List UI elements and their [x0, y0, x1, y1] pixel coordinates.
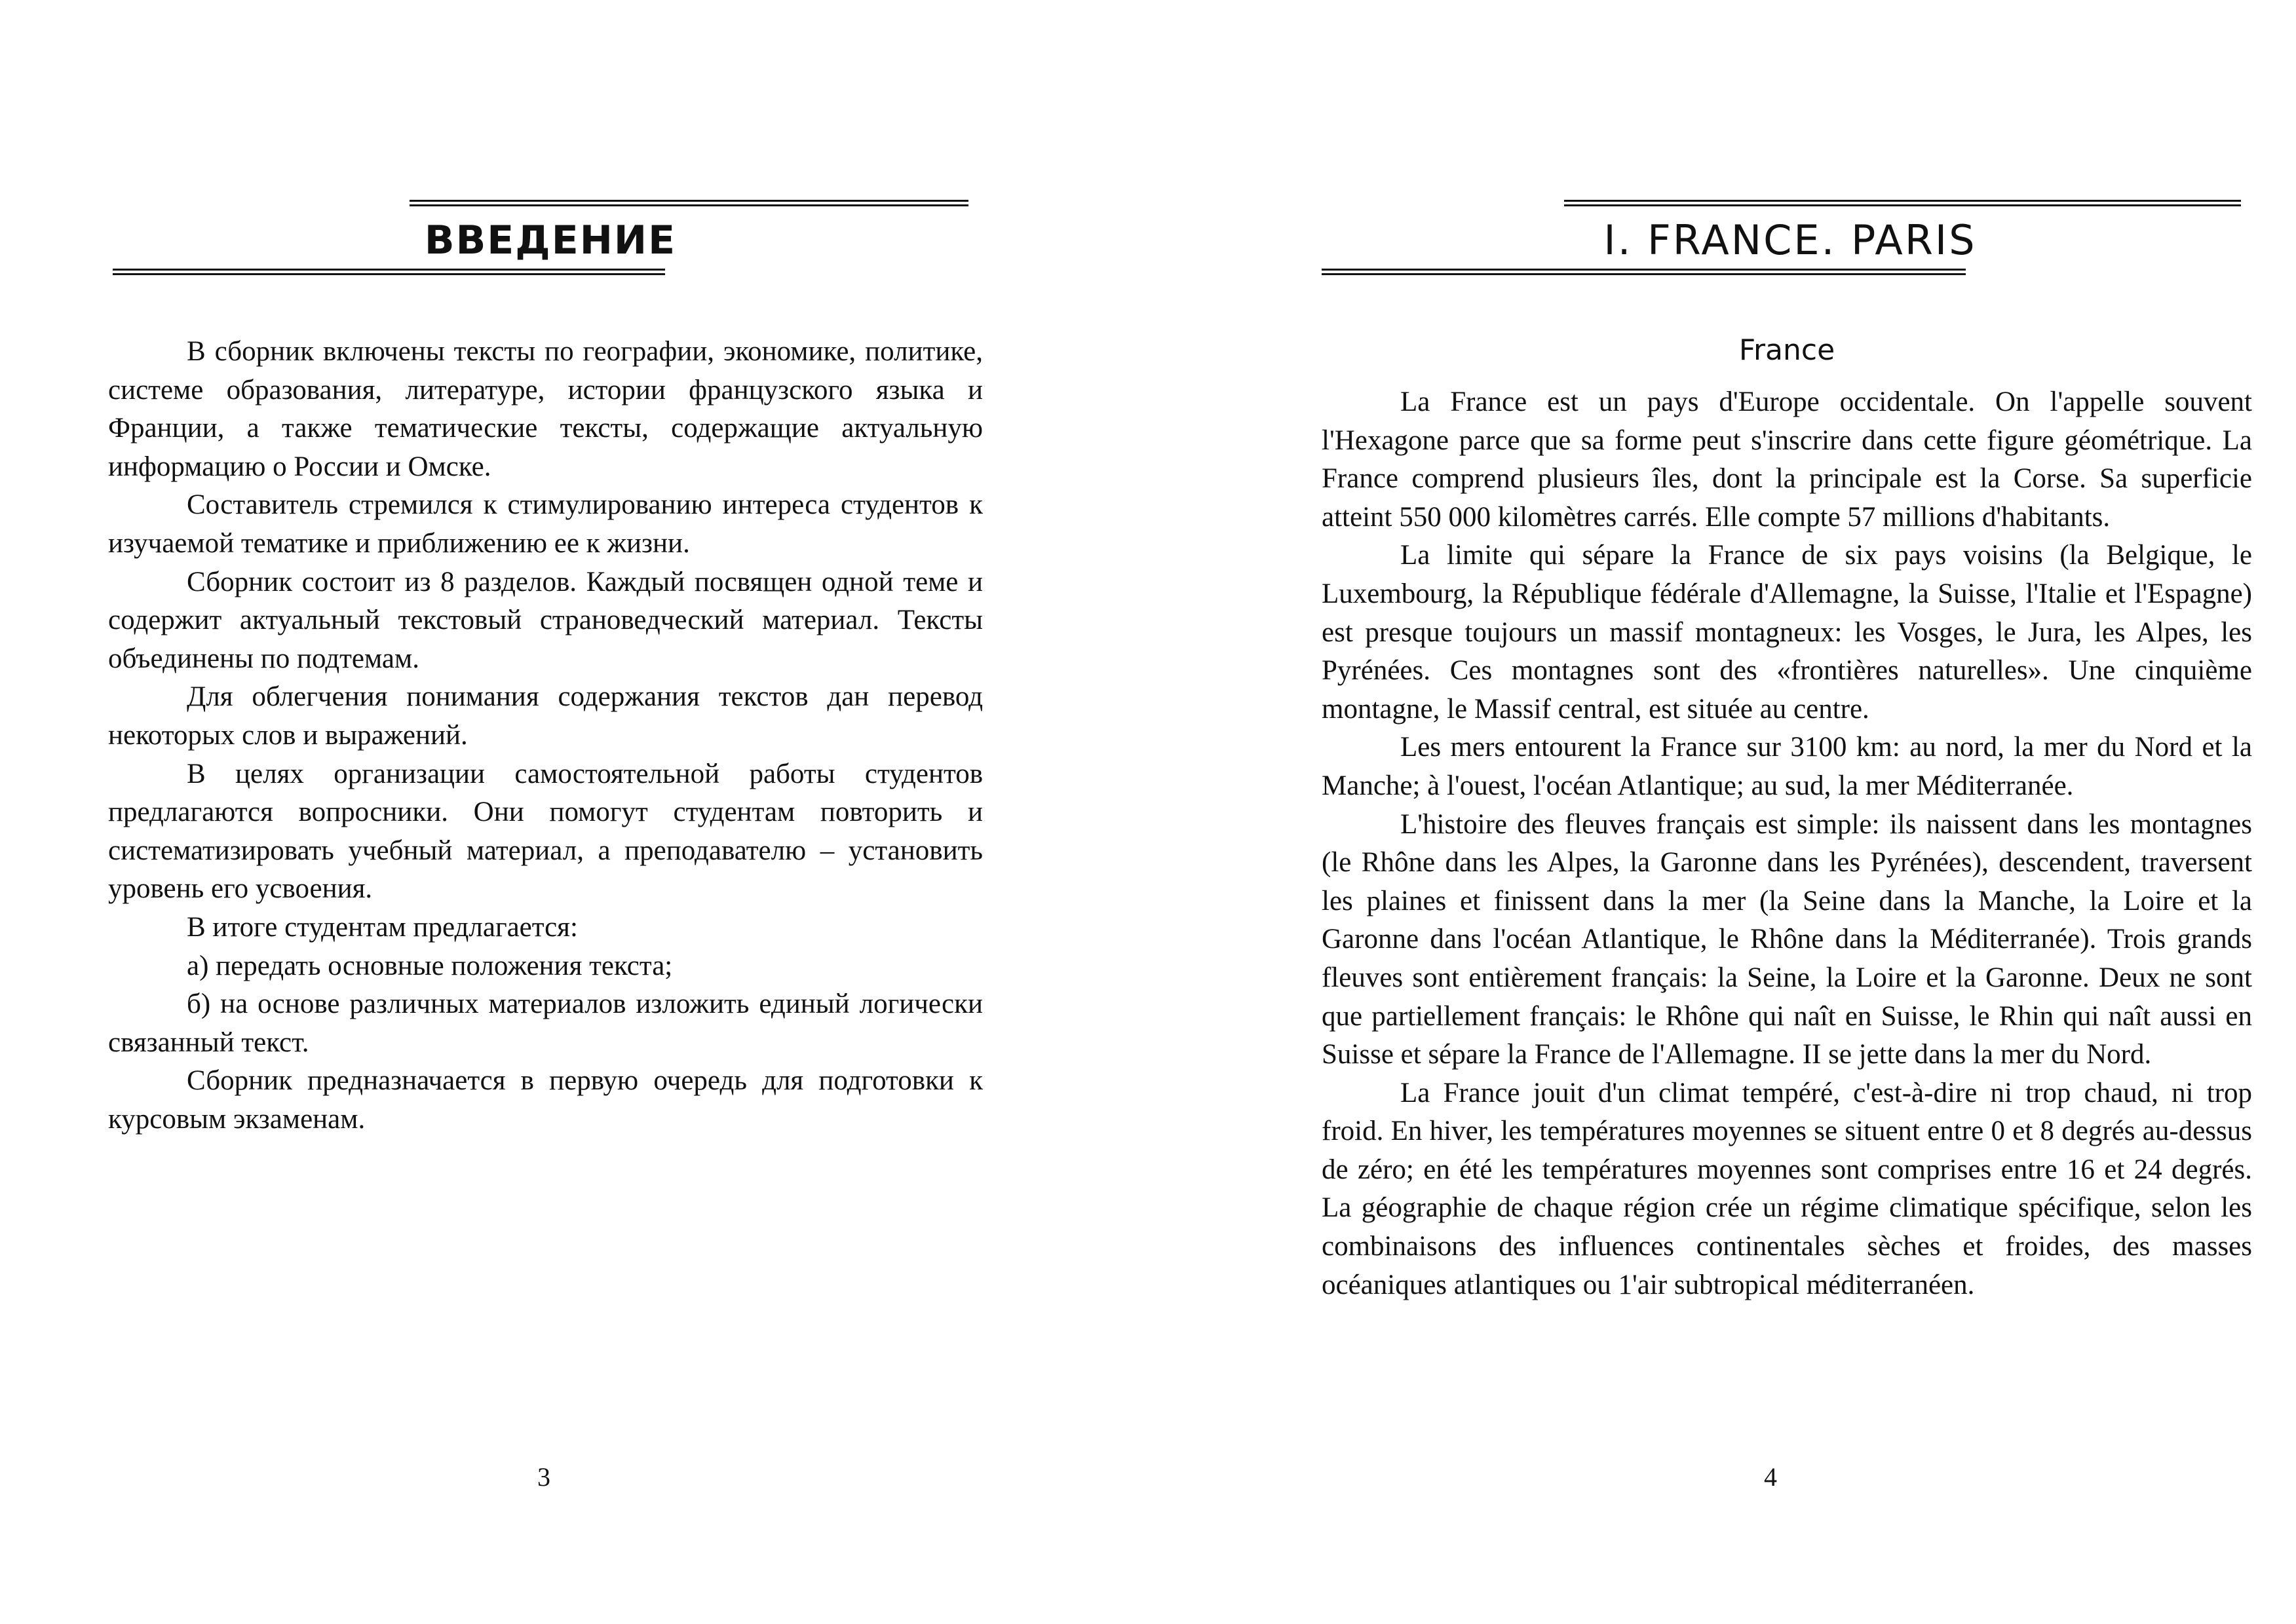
- intro-paragraph: В итоге студентам предлагается:: [187, 911, 578, 943]
- page-number-left: 3: [537, 1462, 550, 1492]
- intro-paragraph: Сборник состоит из 8 разделов. Каждый посвящен одной теме и содержит актуальный текстовый страноведческий материал. Тексты объединены по подтемам.: [108, 566, 983, 674]
- chapter-heading: I. FRANCE. PARIS: [1603, 216, 1977, 264]
- intro-paragraph: а) передать основные положения текста;: [187, 950, 673, 981]
- chapter-bottom-rule: [1322, 269, 1966, 275]
- intro-paragraph: В целях организации самостоятельной работы студентов предлагаются вопросники. Они помогут студентам повторить и систематизировать учебный материал, а преподавателю – установить уровень его усвоения.: [108, 758, 983, 905]
- intro-paragraph: Для облегчения понимания содержания текстов дан перевод некоторых слов и выражений.: [108, 681, 983, 751]
- chapter-top-rule: [1564, 200, 2241, 206]
- france-paragraph: L'histoire des fleuves français est simple: ils naissent dans les montagnes (le Rhône dans les Alpes, la Garonne dans les Pyrénées), descendent, traversent les plaines et finissent dans la mer (la Seine dans la Manche, la Loire et la Garonne dans l'océan Atlantique, le Rhône dans la Méditerranée). Trois grands fleuves sont entièrement français: la Seine, la Loire et la Garonne. Deux ne sont que partiellement français: le Rhône qui naît en Suisse, le Rhin qui naît aussi en Suisse et sépare la France de l'Allemagne. II se jette dans la mer du Nord.: [1322, 808, 2252, 1070]
- right-page: [1148, 0, 2296, 1624]
- page-number-right: 4: [1764, 1462, 1777, 1492]
- france-paragraph: Les mers entourent la France sur 3100 km: au nord, la mer du Nord et la Manche; à l'ouest, l'océan Atlantique; au sud, la mer Méditerranée.: [1322, 732, 2252, 801]
- intro-paragraph: Сборник предназначается в первую очередь для подготовки к курсовым экзаменам.: [108, 1065, 983, 1135]
- france-paragraph: La France est un pays d'Europe occidentale. On l'appelle souvent l'Hexagone parce que sa forme peut s'inscrire dans cette figure géométrique. La France comprend plusieurs îles, dont la principale est la Corse. Sa superficie atteint 550 000 kilomètres carrés. Elle compte 57 millions d'habitants.: [1322, 387, 2252, 533]
- section-title: France: [1738, 333, 1835, 367]
- intro-paragraph: б) на основе различных материалов изложить единый логически связанный текст.: [108, 989, 983, 1058]
- france-body-text: [1322, 383, 2252, 1304]
- intro-paragraph: Составитель стремился к стимулированию интереса студентов к изучаемой тематике и приближению ее к жизни.: [108, 489, 983, 559]
- heading-top-rule: [410, 200, 968, 206]
- intro-heading: ВВЕДЕНИЕ: [424, 217, 677, 263]
- heading-bottom-rule: [113, 269, 665, 275]
- france-paragraph: La limite qui sépare la France de six pays voisins (la Belgique, le Luxembourg, la République fédérale d'Allemagne, la Suisse, l'Italie et l'Espagne) est presque toujours un massif montagneux: les Vosges, le Jura, les Alpes, les Pyrénées. Ces montagnes sont des «frontières naturelles». Une cinquième montagne, le Massif central, est située au centre.: [1322, 540, 2252, 725]
- intro-body-text: [108, 333, 983, 1139]
- france-paragraph: La France jouit d'un climat tempéré, c'est-à-dire ni trop chaud, ni trop froid. En hiver, les températures moyennes se situent entre 0 et 8 degrés au-dessus de zéro; en été les températures moyennes sont comprises entre 16 et 24 degrés. La géographie de chaque région crée un régime climatique spécifique, selon les combinaisons des influences continentales sèches et froides, des masses océaniques atlantiques ou 1'air subtropical méditerranéen.: [1322, 1077, 2252, 1300]
- intro-paragraph: В сборник включены тексты по географии, экономике, политике, системе образования, литературе, истории французского языка и Франции, а также тематические тексты, содержащие актуальную информацию о России и Омске.: [108, 336, 983, 482]
